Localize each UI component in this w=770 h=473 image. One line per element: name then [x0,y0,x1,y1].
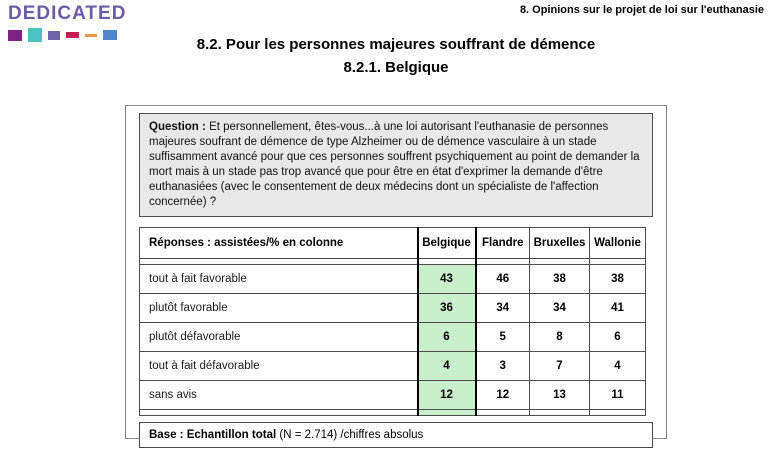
chapter-header: 8. Opinions sur le projet de loi sur l'euthanasie [519,4,764,16]
row-label: tout à fait défavorable [140,352,418,381]
section-title: 8.2. Pour les personnes majeures souffrant de démence [196,36,596,53]
column-header-belgique: Belgique [418,228,476,259]
value-flandre: 46 [476,265,530,294]
logo-text: DEDICATED [8,3,127,24]
value-wallonie: 6 [590,323,646,352]
value-bruxelles: 38 [530,265,590,294]
value-wallonie: 11 [590,381,646,410]
value-wallonie: 38 [590,265,646,294]
value-wallonie: 41 [590,294,646,323]
logo-squares [8,28,126,42]
table-row [140,323,646,352]
value-belgique: 4 [418,352,476,381]
column-header-flandre: Flandre [476,228,530,259]
content-panel [125,105,667,439]
row-label: sans avis [140,381,418,410]
table-row [140,265,646,294]
table-header-label: Réponses : assistées/% en colonne [140,228,418,259]
separator-row [140,410,646,416]
value-flandre: 5 [476,323,530,352]
table-row [140,381,646,410]
titles [125,33,667,79]
base-note-label: Base : Echantillon total [149,429,277,441]
value-belgique: 36 [418,294,476,323]
base-note-detail: (N = 2.714) /chiffres absolus [279,429,424,441]
logo-square-icon [8,30,22,41]
value-belgique: 43 [418,265,476,294]
value-flandre: 3 [476,352,530,381]
separator-cell [476,410,530,416]
question-text: Et personnellement, êtes-vous...à une loi autorisant l'euthanasie de personnes majeures soufrant de démence de type Alzheimer ou de démence vasculaire à un stade suffisamment avancé pour que ces personnes souffrent psychiquement au point de demander la mort mais à un stade pas trop avancé que pour être en état d'exprimer la demande d'être euthanasiées (avec le consentement de deux médecins dont un spécialiste de l'affection concernée) ? [149,121,640,208]
subsection-title: 8.2.1. Belgique [343,59,449,76]
separator-cell [590,410,646,416]
base-note [139,422,653,448]
value-flandre: 12 [476,381,530,410]
row-label: tout à fait favorable [140,265,418,294]
logo-square-icon [85,34,97,37]
dedicated-logo [8,3,126,42]
question-box [139,113,653,217]
logo-square-icon [66,32,79,38]
separator-cell [140,410,418,416]
table-row [140,294,646,323]
results-table [139,227,646,416]
separator-cell [530,410,590,416]
logo-square-icon [48,31,60,40]
value-bruxelles: 13 [530,381,590,410]
value-bruxelles: 7 [530,352,590,381]
value-belgique: 6 [418,323,476,352]
question-label: Question : [149,121,206,133]
table-row [140,352,646,381]
row-label: plutôt favorable [140,294,418,323]
table-header-row [140,228,646,259]
column-header-wallonie: Wallonie [590,228,646,259]
value-belgique: 12 [418,381,476,410]
value-flandre: 34 [476,294,530,323]
column-header-bruxelles: Bruxelles [530,228,590,259]
value-wallonie: 4 [590,352,646,381]
logo-square-icon [103,30,117,40]
logo-square-icon [28,28,42,42]
separator-cell [418,410,476,416]
value-bruxelles: 34 [530,294,590,323]
value-bruxelles: 8 [530,323,590,352]
row-label: plutôt défavorable [140,323,418,352]
